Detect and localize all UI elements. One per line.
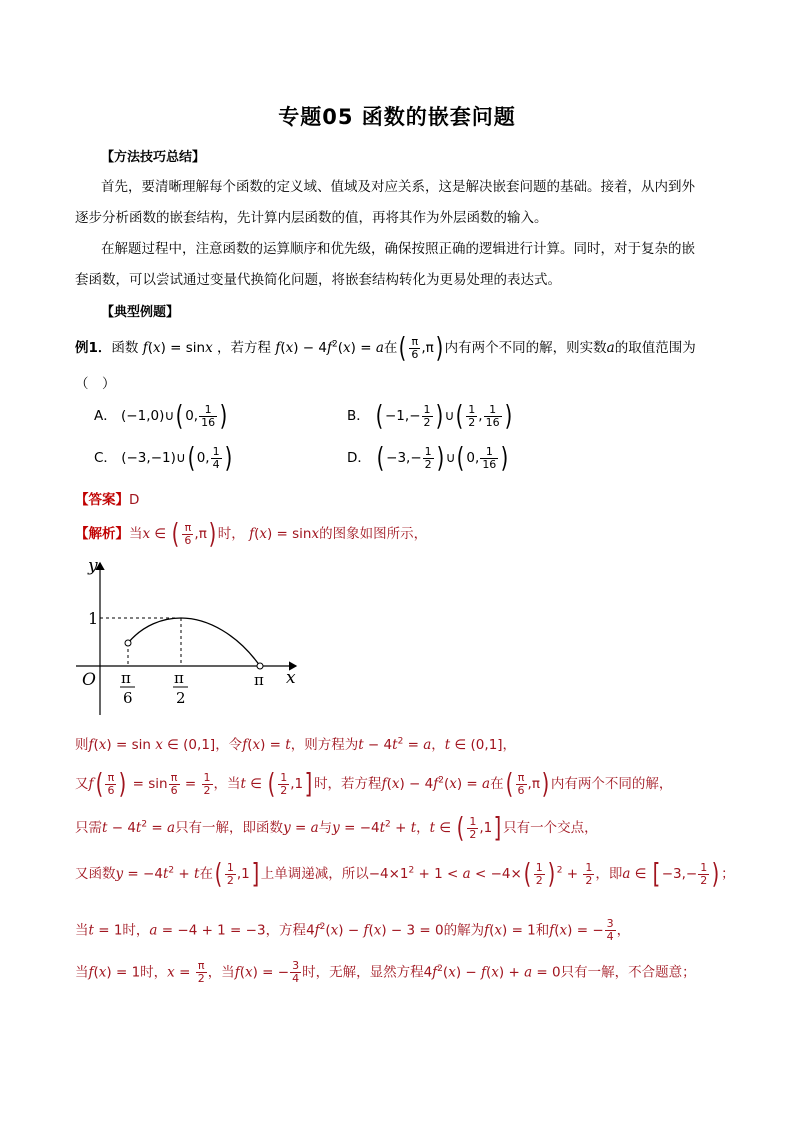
math-expr: f <box>142 340 148 356</box>
answer-label: 【答案】 <box>75 492 129 508</box>
open-point-end <box>257 663 263 669</box>
tick-pi: π <box>254 671 264 689</box>
sine-graph <box>68 555 308 720</box>
answer-paren: （ ） <box>75 376 116 392</box>
paragraph-1-line-2: 逐步分析函数的嵌套结构，先计算内层函数的值，再将其作为外层函数的输入。 <box>75 210 548 226</box>
option-d: D． ( −3,− $\frac{1}{2}$ ) ∪( 0, $\frac{1}{16}$ ) <box>347 441 509 474</box>
solution-line-4: 又函数$y = -4t^2 + t$在( $\frac{1}{2}$ ,1] 上单调递减，所以$-4\times 1^2 + 1 < a < -4\times$( $\frac{1}{2}$ ) $^2$ + $\frac{1}{2}$ ，即a ∈ [ −3,− $\frac{1}{2}$ ) ； <box>75 857 735 890</box>
solution-line-2: 又f( $\frac{\pi}{6}$ ) = sin $\frac{\pi}{6}$ = $\frac{1}{2}$ ，当t ∈ ( $\frac{1}{2}$ ,1] 时，若方程$f(x) - 4f^2(x) = a$在( $\frac{\pi}{6}$ ,π) 内有两个不同的解， <box>75 767 673 800</box>
sine-curve <box>128 618 260 666</box>
page-title: 专题05 函数的嵌套问题 <box>278 105 516 129</box>
paragraph-1-line-1: 首先，要清晰理解每个函数的定义域、值域及对应关系，这是解决嵌套问题的基础。接着，从内到外 <box>101 179 695 195</box>
open-point-start <box>125 640 131 646</box>
paragraph-2-line-1: 在解题过程中，注意函数的运算顺序和优先级，确保按照正确的逻辑进行计算。同时，对于复杂的嵌 <box>101 241 695 257</box>
tick-pi2-num: π <box>174 669 184 687</box>
origin-label: O <box>82 670 96 690</box>
option-a: A． (−1,0)∪( 0, $\frac{1}{16}$ ) <box>94 399 228 432</box>
tick-pi6-num: π <box>121 669 131 687</box>
solution-line-6: 当f(x) = 1时，x = $\frac{\pi}{2}$ ，当f(x) = − $\frac{3}{4}$ 时，无解，显然方程$4f^2(x) - f(x) + a = 0$只有一解，不合题意； <box>75 959 696 985</box>
option-c: C． (−3,−1)∪( 0, $\frac{1}{4}$ ) <box>94 441 232 474</box>
x-axis-label: x <box>286 668 296 688</box>
tick-pi6-den: 6 <box>123 689 133 707</box>
option-b: B． ( −1,− $\frac{1}{2}$ ) ∪( $\frac{1}{2}$ , $\frac{1}{16}$ ) <box>347 399 512 432</box>
section-heading-examples: 【典型例题】 <box>101 305 180 320</box>
solution-line-1: 则f(x) = sin x ∈ (0,1]，令f(x) = t，则方程为$t - 4t^2 = a$，t ∈ (0,1]， <box>75 736 517 753</box>
answer-line <box>75 488 139 508</box>
section-heading-methods: 【方法技巧总结】 <box>101 150 206 165</box>
y-tick-1: 1 <box>88 609 99 628</box>
paragraph-2-line-2: 套函数，可以尝试通过变量代换简化问题，将嵌套结构转化为更易处理的表达式。 <box>75 272 561 288</box>
tick-pi2-den: 2 <box>176 689 186 707</box>
example-label: 例1． <box>75 340 112 356</box>
answer-value: D <box>129 492 140 508</box>
analysis-intro: 【解析】当x ∈ ( $\frac{\pi}{6}$ ,π) 时， f(x) = sinx的图象如图所示， <box>75 517 428 550</box>
example-1-question: 例1．函数 f(x) = sinx ，若方程 $f(x) - 4f^2(x) = a$在( $\frac{\pi}{6}$ ,π) 内有两个不同的解，则实数a的取值范围为 <box>75 331 696 364</box>
solution-line-5: 当t = 1时，a = −4 + 1 = −3，方程$4f^2(x) - f(x) - 3 = 0$的解为f(x) = 1和f(x) = − $\frac{3}{4}$ ， <box>75 917 631 943</box>
solution-line-3: 只需$t - 4t^2 = a$只有一解，即函数y = a与$y = -4t^2 + t$，t ∈ ( $\frac{1}{2}$ ,1] 只有一个交点， <box>75 811 598 844</box>
y-axis-label: y <box>88 556 98 576</box>
